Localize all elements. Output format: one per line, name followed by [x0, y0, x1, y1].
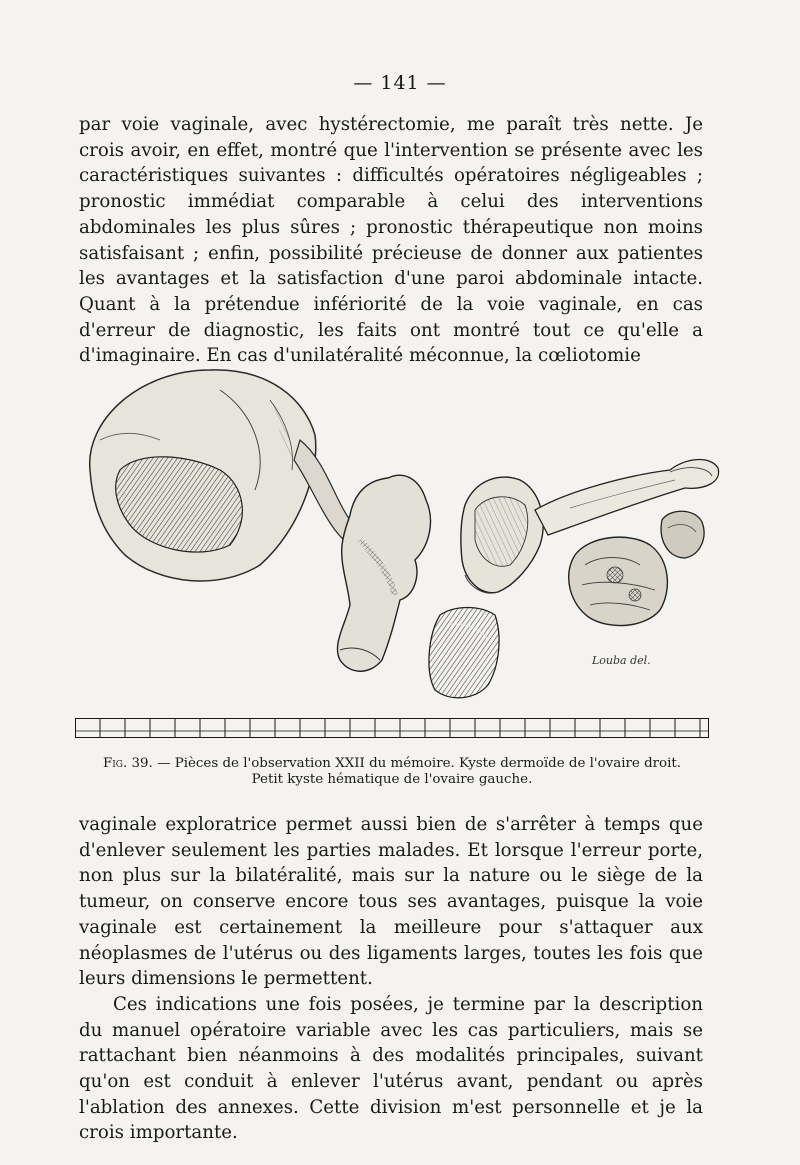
figure-label: Fig. 39. [102, 756, 153, 771]
paragraph-bottom-block [79, 812, 703, 1146]
measurement-scale [75, 718, 709, 738]
small-fragment [429, 608, 499, 698]
caption-line-1 [82, 756, 702, 772]
small-nodule [661, 511, 704, 558]
caption-text-1: — Pièces de l'observation XXII du mémoire. Kyste dermoïde de l'ovaire droit. [152, 756, 682, 771]
nodular-cyst [569, 537, 668, 625]
paragraph-bottom-2: Ces indications une fois posées, je termine par la description du manuel opératoire variable avec les cas particuliers, mais se rattachant bien néanmoins à des modalités principales, suivant qu'on est conduit à enlever l'utérus avant, pendant ou après l'ablation des annexes. Cette division m'est personnelle et je la crois importante. [79, 993, 703, 1144]
paragraph-bottom-1: vaginale exploratrice permet aussi bien de s'arrêter à temps que d'enlever seulement les parties malades. Et lorsque l'erreur porte, non plus sur la bilatéralité, mais sur la nature ou le siège de la tumeur, on conserve encore tous ses avantages, puisque la voie vaginale est certainement la meilleure pour s'attaquer aux néoplasmes de l'utérus ou des ligaments larges, toutes les fois que leurs dimensions le permettent. [79, 814, 703, 990]
page-number: — 141 — [353, 72, 447, 94]
figure-caption [82, 756, 702, 788]
dermoid-cyst [90, 370, 316, 581]
scale-bar [75, 718, 709, 738]
artist-signature: Louba del. [592, 654, 651, 667]
caption-line-2: Petit kyste hématique de l'ovaire gauche. [251, 772, 533, 787]
ligament-fragment [337, 475, 430, 671]
paragraph-top: par voie vaginale, avec hystérectomie, me paraît très nette. Je crois avoir, en effet, montré que l'intervention se présente avec les caractéristiques suivantes : difficultés opératoires négligeables ; pronostic immédiat comparable à celui des interventions abdominales les plus sûres ; pronostic thérapeutique non moins satisfaisant ; enfin, possibilité précieuse de donner aux patientes les avantages et la satisfaction d'une paroi abdominale intacte. Quant à la prétendue infériorité de la voie vaginale, en cas d'erreur de diagnostic, les faits ont montré tout ce qu'elle a d'imaginaire. En cas d'unilatéralité méconnue, la cœliotomie [79, 114, 703, 367]
